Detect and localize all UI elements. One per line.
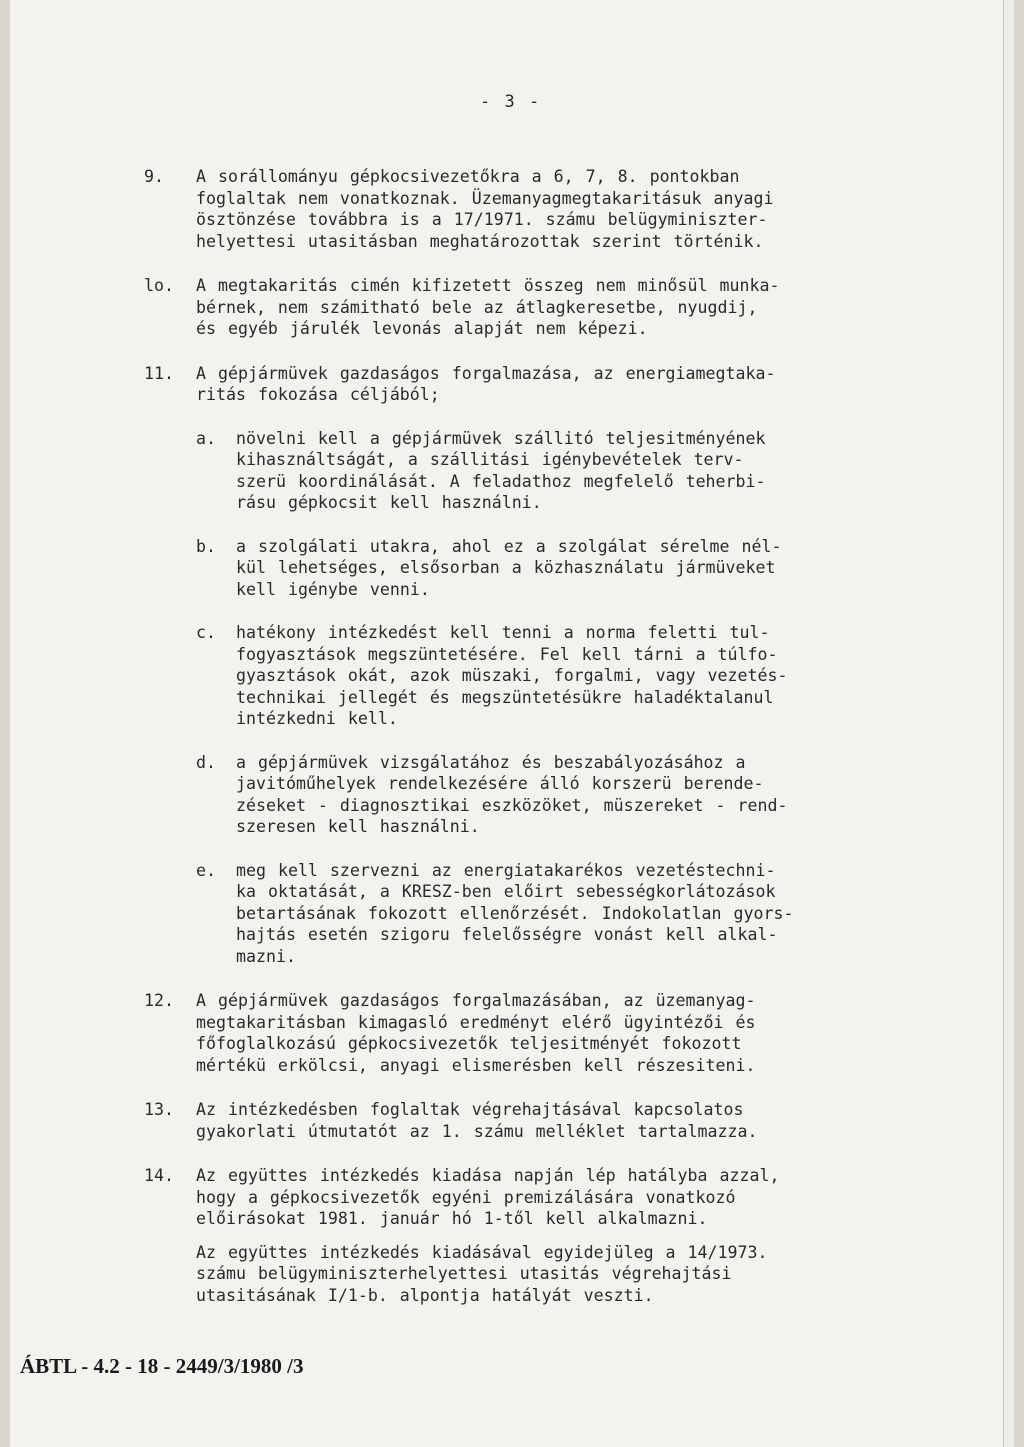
text-line: rásu gépkocsit kell használni.	[236, 493, 542, 512]
text-line: A gépjármüvek gazdaságos forgalmazásában, az üzemanyag-	[196, 991, 756, 1010]
paragraph-14-second-part	[196, 1242, 924, 1307]
subitem-d	[196, 752, 924, 838]
subitem-letter: e.	[196, 860, 216, 880]
paragraph-number: 14.	[144, 1166, 174, 1185]
document-body	[144, 166, 924, 1329]
subitem-letter: d.	[196, 752, 216, 772]
paragraph-9	[144, 166, 924, 252]
text-line: Az együttes intézkedés kiadásával egyidejüleg a 14/1973.	[196, 1242, 768, 1262]
subitem-c	[196, 622, 924, 730]
text-line: hogy a gépkocsivezetők egyéni premizálására vonatkozó	[196, 1187, 736, 1207]
text-line: a gépjármüvek vizsgálatához és beszabályozásához a	[236, 752, 746, 772]
text-line: foglaltak nem vonatkoznak. Üzemanyagmegtakaritásuk anyagi	[196, 188, 774, 208]
paragraph-number: 9.	[144, 167, 164, 186]
text-line: javitóműhelyek rendelkezésére álló korszerü berende-	[236, 774, 764, 793]
page-edge	[1003, 0, 1014, 1447]
text-line: hajtás esetén szigoru felelősségre vonást kell alkal-	[236, 925, 778, 944]
page-number: - 3 -	[480, 92, 542, 112]
text-line: kül lehetséges, elsősorban a közhasználatu jármüveket	[236, 558, 776, 577]
text-line: helyettesi utasitásban meghatározottak szerint történik.	[196, 231, 764, 251]
paragraph-text	[196, 990, 924, 1076]
subitem-letter: a.	[196, 428, 216, 448]
paragraph-text	[196, 275, 924, 340]
text-line: hatékony intézkedést kell tenni a norma feletti tul-	[236, 623, 770, 642]
subitem-text	[236, 860, 924, 968]
text-line: A sorállományu gépkocsivezetőkra a 6, 7, 8. pontokban	[196, 167, 740, 186]
text-line: betartásának fokozott ellenőrzését. Indokolatlan gyors-	[236, 903, 794, 923]
paragraph-10	[144, 275, 924, 340]
text-line: utasitásának I/1-b. alpontja hatályát veszti.	[196, 1285, 654, 1305]
subitem-text	[236, 536, 924, 601]
paragraph-text	[196, 1165, 924, 1306]
subitem-a	[196, 428, 924, 514]
text-line: meg kell szervezni az energiatakarékos vezetéstechni-	[236, 860, 776, 880]
text-line: előirásokat 1981. január hó 1-től kell alkalmazni.	[196, 1209, 708, 1228]
paragraph-number: 11.	[144, 363, 174, 383]
text-line: Az intézkedésben foglaltak végrehajtásával kapcsolatos	[196, 1100, 744, 1119]
paragraph-text	[196, 363, 924, 968]
subitem-text	[236, 752, 924, 838]
paragraph-number: 13.	[144, 1100, 174, 1119]
text-line: intézkedni kell.	[236, 709, 398, 728]
text-line: ka oktatását, a KRESZ-ben előirt sebességkorlátozások	[236, 882, 776, 901]
text-line: fogyasztások megszüntetésére. Fel kell tárni a túlfo-	[236, 644, 778, 664]
text-line: zéseket - diagnosztikai eszközöket, müszereket - rend-	[236, 795, 788, 815]
text-line: mértékü erkölcsi, anyagi elismerésben kell részesiteni.	[196, 1055, 756, 1075]
text-line: és egyéb járulék levonás alapját nem képezi.	[196, 319, 648, 338]
paragraph-13	[144, 1099, 924, 1142]
text-line: szerü koordinálását. A feladathoz megfelelő teherbi-	[236, 471, 766, 491]
subitem-text	[236, 622, 924, 730]
subitem-e	[196, 860, 924, 968]
text-line: technikai jellegét és megszüntetésükre haladéktalanul	[236, 687, 774, 707]
text-line: kihasználtságát, a szállitási igénybevételek terv-	[236, 450, 744, 469]
text-line: a szolgálati utakra, ahol ez a szolgálat sérelme nél-	[236, 536, 782, 556]
paragraph-11	[144, 363, 924, 968]
document-page	[10, 0, 1014, 1447]
text-line: főfoglalkozású gépkocsivezetők teljesitményét fokozott	[196, 1034, 742, 1053]
subitem-text	[236, 428, 924, 514]
text-line: bérnek, nem számitható bele az átlagkeresetbe, nyugdij,	[196, 297, 758, 317]
archive-reference: ÁBTL - 4.2 - 18 - 2449/3/1980 /3	[20, 1354, 304, 1378]
text-line: számu belügyminiszterhelyettesi utasitás végrehajtási	[196, 1264, 732, 1283]
paragraph-text	[196, 166, 924, 252]
text-line: mazni.	[236, 946, 296, 966]
text-line: Az együttes intézkedés kiadása napján lép hatályba azzal,	[196, 1166, 780, 1185]
paragraph-12	[144, 990, 924, 1076]
text-line: növelni kell a gépjármüvek szállitó teljesitményének	[236, 428, 766, 448]
subitem-b	[196, 536, 924, 601]
text-line: gyasztások okát, azok müszaki, forgalmi, vagy vezetés-	[236, 666, 788, 685]
text-line: A gépjármüvek gazdaságos forgalmazása, az energiamegtaka-	[196, 363, 776, 383]
text-line: szeresen kell használni.	[236, 817, 480, 836]
text-line: ritás fokozása céljából;	[196, 385, 440, 404]
paragraph-14	[144, 1165, 924, 1306]
paragraph-number: lo.	[144, 276, 174, 295]
text-line: kell igénybe venni.	[236, 579, 430, 599]
paragraph-text	[196, 1099, 924, 1142]
subitem-letter: c.	[196, 623, 216, 642]
subitem-letter: b.	[196, 536, 216, 556]
paragraph-number: 12.	[144, 991, 174, 1010]
text-line: ösztönzése továbbra is a 17/1971. számu belügyminiszter-	[196, 210, 768, 229]
text-line: A megtakaritás cimén kifizetett összeg nem minősül munka-	[196, 276, 780, 295]
text-line: gyakorlati útmutatót az 1. számu melléklet tartalmazza.	[196, 1121, 758, 1141]
text-line: megtakaritásban kimagasló eredményt elérő ügyintézői és	[196, 1012, 756, 1032]
